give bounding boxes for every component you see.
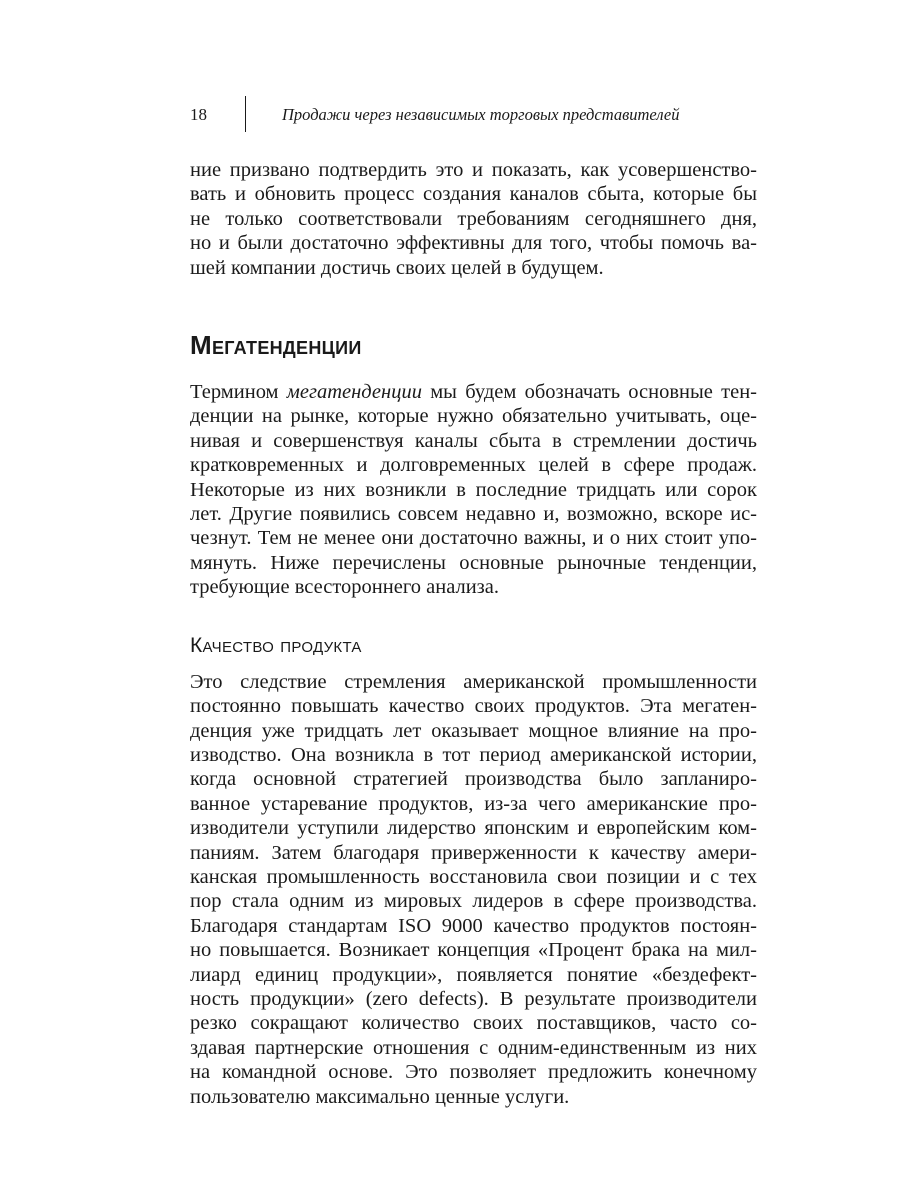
running-title: Продажи через независимых торговых представителей — [282, 105, 680, 124]
text-line: но повышается. Возникает концепция «Процент брака на мил- — [190, 939, 757, 962]
text-line: нивая и совершенствуя каналы сбыта в стремлении достичь — [190, 429, 757, 452]
text-line: не только соответствовали требованиям сегодняшнего дня, — [190, 207, 757, 230]
text-line: резко сокращают количество своих поставщиков, часто со- — [190, 1012, 757, 1035]
text-line: когда основной стратегией производства было запланиро- — [190, 768, 757, 791]
text-line: вать и обновить процесс создания каналов сбыта, которые бы — [190, 183, 757, 206]
text-line: денция уже тридцать лет оказывает мощное влияние на про- — [190, 719, 757, 742]
section-heading-megatrends — [190, 330, 757, 361]
page-number: 18 — [190, 105, 207, 124]
text-line: требующие всестороннего анализа. — [190, 576, 499, 599]
text-line: пор стала одним из мировых лидеров в сфере производства. — [190, 890, 757, 913]
text-line: кратковременных и долговременных целей в сфере продаж. — [190, 454, 757, 477]
running-head — [190, 96, 770, 132]
text-line: изводители уступили лидерство японским и европейским ком- — [190, 817, 757, 840]
text-line: Благодаря стандартам ISO 9000 качество продуктов постоян- — [190, 914, 757, 937]
text-line: денции на рынке, которые нужно обязательно учитывать, оце- — [190, 405, 757, 428]
text-line: чезнут. Тем не менее они достаточно важны, и о них стоит упо- — [190, 527, 757, 550]
text-line: ванное устаревание продуктов, из-за чего американские про- — [190, 792, 757, 815]
text-line: Это следствие стремления американской промышленности — [190, 670, 757, 693]
text-line: канская промышленность восстановила свои позиции и с тех — [190, 865, 757, 888]
emphasis-term: мегатенденции — [286, 381, 422, 404]
megatrends-paragraph — [190, 380, 757, 600]
text-run: Термином — [190, 381, 287, 404]
text-line: мянуть. Ниже перечислены основные рыночные тенденции, — [190, 551, 757, 574]
heading-text: Качество продукта — [190, 633, 362, 657]
intro-paragraph — [190, 158, 757, 280]
page-body — [190, 150, 757, 1109]
text-line: изводство. Она возникла в тот период американской истории, — [190, 743, 757, 766]
text-line: шей компании достичь своих целей в будущем. — [190, 256, 604, 279]
text-line: ность продукции» (zero defects). В результате производители — [190, 987, 757, 1010]
text-line: на командной основе. Это позволяет предложить конечному — [190, 1061, 757, 1084]
text-line — [190, 380, 757, 404]
text-line: пользователю максимально ценные услуги. — [190, 1085, 570, 1108]
text-line: лиард единиц продукции», появляется понятие «бездефект- — [190, 963, 757, 986]
text-line: постоянно повышать качество своих продуктов. Эта мегатен- — [190, 695, 757, 718]
header-divider — [245, 96, 246, 132]
text-run: мы будем обозначать основные тен- — [421, 381, 758, 404]
subsection-heading-product-quality — [190, 634, 757, 658]
text-line: но и были достаточно эффективны для того, чтобы помочь ва- — [190, 232, 757, 255]
text-line: ние призвано подтвердить это и показать, как усовершенство- — [190, 159, 757, 181]
product-quality-paragraph — [190, 670, 757, 1109]
text-line: лет. Другие появились совсем недавно и, возможно, вскоре ис- — [190, 503, 757, 526]
text-line: паниям. Затем благодаря приверженности к качеству амери- — [190, 841, 757, 864]
text-line: здавая партнерские отношения с одним-единственным из них — [190, 1036, 757, 1059]
heading-text: Мегатенденции — [190, 330, 362, 361]
text-line: Некоторые из них возникли в последние тридцать или сорок — [190, 478, 757, 501]
